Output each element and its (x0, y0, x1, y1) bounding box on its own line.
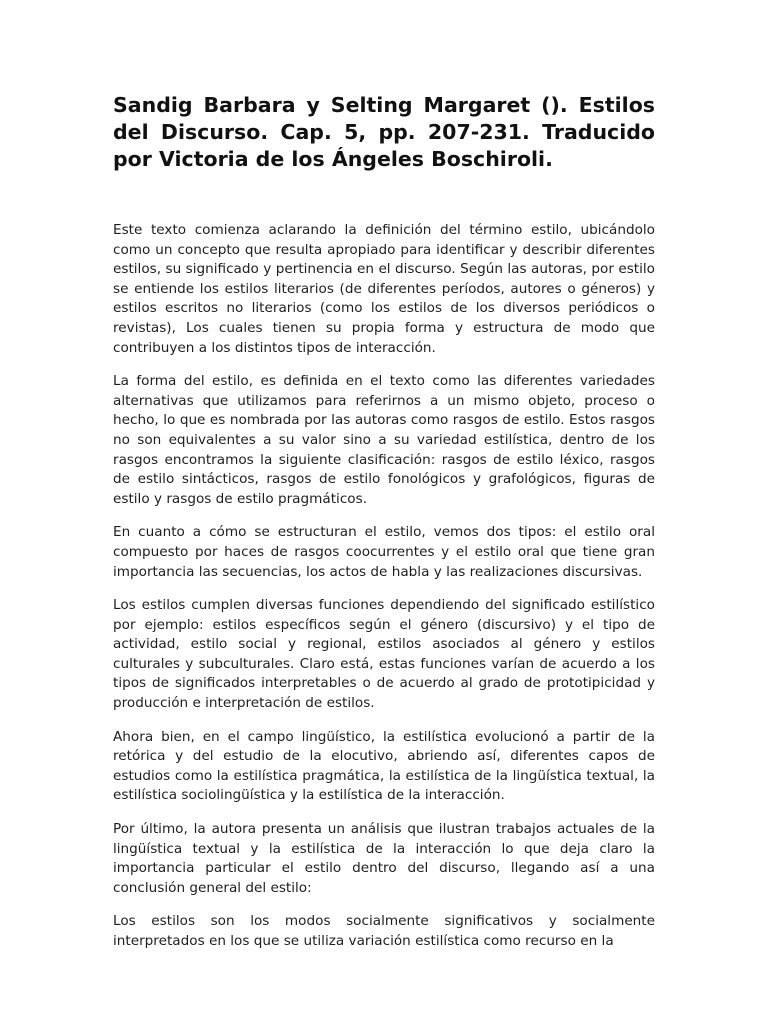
paragraph: Los estilos cumplen diversas funciones dependiendo del significado estilístico por ejemplo: estilos específicos según el género (discursivo) y el tipo de actividad, estilo social y regional, estilos asociados al género y estilos culturales y subculturales. Claro está, estas funciones varían de acuerdo a los tipos de significados interpretables o de acuerdo al grado de prototipicidad y producción e interpretación de estilos. (113, 597, 655, 712)
paragraph: Por último, la autora presenta un análisis que ilustran trabajos actuales de la lingüística textual y la estilística de la interacción lo que deja claro la importancia particular el estilo dentro del discurso, llegando así a una conclusión general del estilo: (113, 821, 655, 896)
document-body (113, 92, 655, 966)
paragraph: La forma del estilo, es definida en el texto como las diferentes variedades alternativas que utilizamos para referirnos a un mismo objeto, proceso o hecho, lo que es nombrada por las autoras como rasgos de estilo. Estos rasgos no son equivalentes a su valor sino a su variedad estilística, dentro de los rasgos encontramos la siguiente clasificación: rasgos de estilo léxico, rasgos de estilo sintácticos, rasgos de estilo fonológicos y grafológicos, figuras de estilo y rasgos de estilo pragmáticos. (113, 373, 655, 507)
paragraph: En cuanto a cómo se estructuran el estilo, vemos dos tipos: el estilo oral compuesto por haces de rasgos coocurrentes y el estilo oral que tiene gran importancia las secuencias, los actos de habla y las realizaciones discursivas. (113, 524, 655, 580)
paragraph: Este texto comienza aclarando la definición del término estilo, ubicándolo como un concepto que resulta apropiado para identificar y describir diferentes estilos, su significado y pertinencia en el discurso. Según las autoras, por estilo se entiende los estilos literarios (de diferentes períodos, autores o géneros) y estilos escritos no literarios (como los estilos de los diversos periódicos o revistas), Los cuales tienen su propia forma y estructura de modo que contribuyen a los distintos tipos de interacción. (113, 222, 655, 356)
paragraph: Ahora bien, en el campo lingüístico, la estilística evolucionó a partir de la retórica y del estudio de la elocutivo, abriendo así, diferentes capos de estudios como la estilística pragmática, la estilística de la lingüística textual, la estilística sociolingüística y la estilística de la interacción. (113, 728, 655, 804)
paragraph: Los estilos son los modos socialmente significativos y socialmente interpretados en los que se utiliza variación estilística como recurso en la (113, 913, 655, 949)
document-title: Sandig Barbara y Selting Margaret (). Estilos del Discurso. Cap. 5, pp. 207-231. Traducido por Victoria de los Ángeles Boschiroli. (113, 93, 655, 171)
